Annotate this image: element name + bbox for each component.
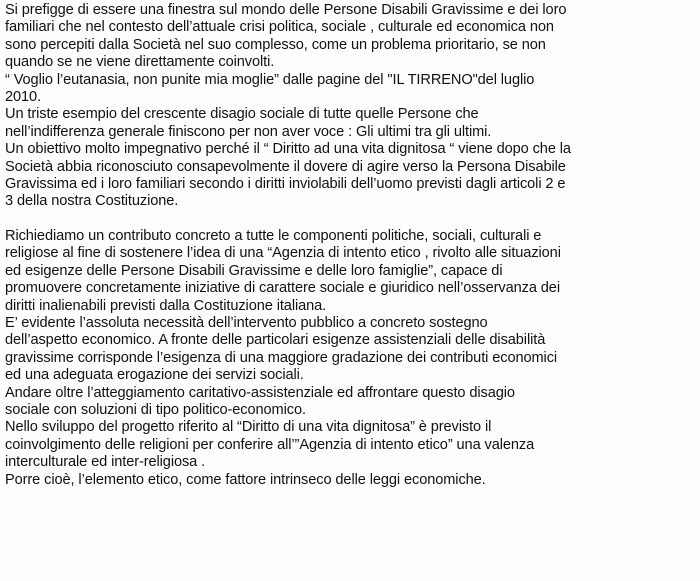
- text-line: Gravissima ed i loro familiari secondo i diritti inviolabili dell’uomo previsti dagli articoli 2 e: [5, 175, 566, 192]
- text-line: 2010.: [5, 88, 42, 105]
- text-line: Richiediamo un contributo concreto a tutte le componenti politiche, sociali, culturali e: [5, 228, 542, 245]
- text-line: ed esigenze delle Persone Disabili Gravissime e delle loro famiglie”, capace di: [5, 262, 503, 279]
- text-line: “ Voglio l’eutanasia, non punite mia moglie” dalle pagine del "IL TIRRENO"del luglio: [5, 71, 535, 88]
- text-line: sono percepiti dalla Società nel suo complesso, come un problema prioritario, se non: [5, 36, 546, 53]
- paragraph-beyond-charity: [5, 385, 694, 420]
- text-line: gravissime corrisponde l’esigenza di una maggiore gradazione dei contributi economici: [5, 349, 558, 366]
- text-line: Società abbia riconosciuto consapevolmente il dovere di agire verso la Persona Disabile: [5, 158, 566, 175]
- paragraph-gap: [5, 211, 694, 228]
- text-line: Porre cioè, l’elemento etico, come fattore intrinseco delle leggi economiche.: [5, 471, 486, 488]
- text-line: sociale con soluzioni di tipo politico-economico.: [5, 401, 306, 418]
- text-line: coinvolgimento delle religioni per conferire all’”Agenzia di intento etico” una valenza: [5, 436, 535, 453]
- paragraph-example: [5, 106, 694, 141]
- paragraph-request: [5, 228, 694, 315]
- text-line: interculturale ed inter-religiosa .: [5, 454, 206, 471]
- text-line: Un triste esempio del crescente disagio sociale di tutte quelle Persone che: [5, 106, 479, 123]
- text-line: familiari che nel contesto dell’attuale crisi politica, sociale , culturale ed economica non: [5, 19, 554, 36]
- text-line: diritti inalienabili previsti dalla Costituzione italiana.: [5, 297, 327, 314]
- paragraph-religions: [5, 419, 694, 471]
- paragraph-objective: [5, 141, 694, 211]
- paragraph-quote: [5, 72, 694, 107]
- text-line: Nello sviluppo del progetto riferito al “Diritto di una vita dignitosa” è previsto il: [5, 419, 492, 436]
- paragraph-public-intervention: [5, 315, 694, 385]
- text-line: ed una adeguata erogazione dei servizi sociali.: [5, 367, 304, 384]
- text-line: Un obiettivo molto impegnativo perché il “ Diritto ad una vita dignitosa “ viene dopo che la: [5, 141, 571, 158]
- text-line: Si prefigge di essere una finestra sul mondo delle Persone Disabili Gravissime e dei loro: [5, 2, 567, 18]
- text-line: 3 della nostra Costituzione.: [5, 193, 179, 210]
- text-line: quando se ne viene direttamente coinvolti.: [5, 54, 275, 71]
- text-line: promuovere concretamente iniziative di carattere sociale e giuridico nell’osservanza dei: [5, 280, 560, 297]
- paragraph-intro: [5, 2, 694, 72]
- text-line: religiose al fine di sostenere l’idea di una “Agenzia di intento etico , rivolto alle situazioni: [5, 245, 561, 262]
- text-line: Andare oltre l’atteggiamento caritativo-assistenziale ed affrontare questo disagio: [5, 384, 515, 401]
- paragraph-ethics: [5, 472, 694, 489]
- text-line: dell’aspetto economico. A fronte delle particolari esigenze assistenziali delle disabilità: [5, 332, 546, 349]
- text-line: E’ evidente l’assoluta necessità dell’intervento pubblico a concreto sostegno: [5, 315, 488, 332]
- text-line: nell’indifferenza generale finiscono per non aver voce : Gli ultimi tra gli ultimi.: [5, 123, 492, 140]
